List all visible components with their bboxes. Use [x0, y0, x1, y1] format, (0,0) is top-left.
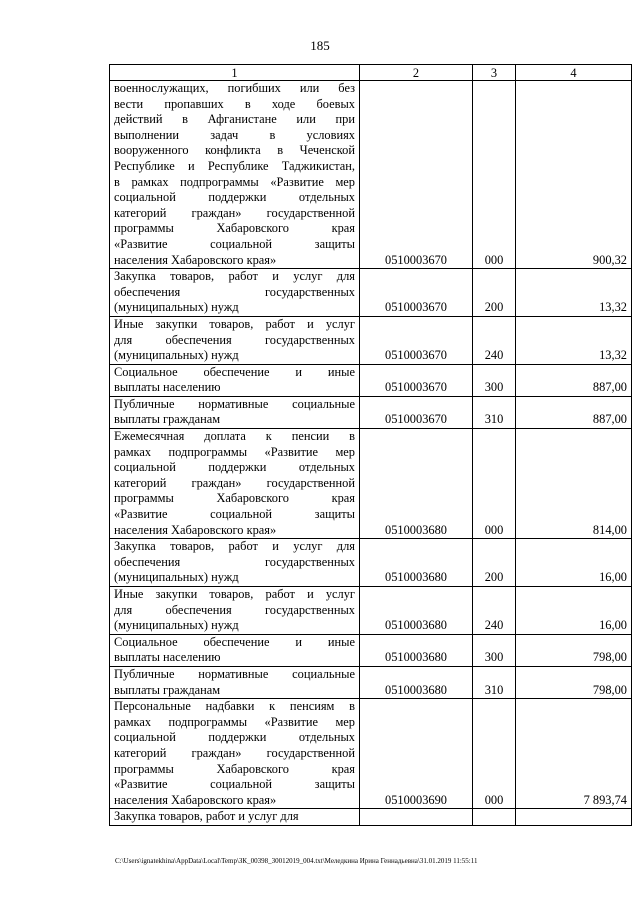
table-row [110, 587, 632, 635]
row-description [110, 396, 360, 428]
description-line: «Развитие социальной защиты [114, 777, 355, 792]
row-amount: 16,00 [516, 587, 632, 635]
row-code: 0510003670 [360, 316, 473, 364]
description-line: населения Хабаровского края» [114, 252, 277, 267]
row-description [110, 809, 360, 826]
description-line: (муниципальных) нужд [114, 618, 239, 633]
description-line: Публичные нормативные социальные [114, 666, 355, 681]
row-description [110, 81, 360, 269]
description-line: рамках подпрограммы «Развитие мер [114, 714, 355, 729]
row-expense-type: 200 [473, 539, 516, 587]
description-line: (муниципальных) нужд [114, 570, 239, 585]
description-line: программы Хабаровского края [114, 761, 355, 776]
row-expense-type: 000 [473, 81, 516, 269]
row-expense-type: 240 [473, 316, 516, 364]
description-line: Социальное обеспечение и иные [114, 634, 355, 649]
header-col-1: 1 [110, 65, 360, 81]
row-code: 0510003680 [360, 587, 473, 635]
row-amount: 887,00 [516, 396, 632, 428]
description-line: выплаты населению [114, 650, 221, 665]
description-line: (муниципальных) нужд [114, 300, 239, 315]
row-code: 0510003680 [360, 634, 473, 666]
description-line: Публичные нормативные социальные [114, 396, 355, 411]
row-code [360, 809, 473, 826]
table-row [110, 364, 632, 396]
description-line: населения Хабаровского края» [114, 792, 277, 807]
row-code: 0510003680 [360, 666, 473, 698]
description-line: обеспечения государственных [114, 554, 355, 569]
description-line: вооруженного конфликта в Чеченской [114, 143, 355, 158]
description-line: Социальное обеспечение и иные [114, 364, 355, 379]
row-code: 0510003670 [360, 81, 473, 269]
description-line: социальной поддержки отдельных [114, 190, 355, 205]
table-row [110, 81, 632, 269]
header-col-2: 2 [360, 65, 473, 81]
description-line: обеспечения государственных [114, 284, 355, 299]
table-row [110, 809, 632, 826]
description-line: (муниципальных) нужд [114, 348, 239, 363]
description-line: Закупка товаров, работ и услуг для [114, 809, 299, 824]
row-amount: 814,00 [516, 429, 632, 539]
file-path-footer: C:\Users\ignatekhina\AppData\Local\Temp\ЗК_00398_30012019_004.txt\Меледкина Ирина Геннадьевна\31.01.2019 11:55:11 [115, 857, 478, 865]
table-header-row [110, 65, 632, 81]
row-expense-type: 310 [473, 666, 516, 698]
header-col-3: 3 [473, 65, 516, 81]
table-row [110, 396, 632, 428]
row-amount [516, 809, 632, 826]
row-code: 0510003680 [360, 429, 473, 539]
table-row [110, 429, 632, 539]
table-row [110, 634, 632, 666]
row-expense-type: 000 [473, 429, 516, 539]
description-line: программы Хабаровского края [114, 221, 355, 236]
description-line: выполнении задач в условиях [114, 127, 355, 142]
row-expense-type: 300 [473, 634, 516, 666]
row-description [110, 666, 360, 698]
description-line: действий в Афганистане или при [114, 112, 355, 127]
description-line: военнослужащих, погибших или без [114, 81, 355, 95]
description-line: населения Хабаровского края» [114, 522, 277, 537]
description-line: программы Хабаровского края [114, 491, 355, 506]
table-row [110, 666, 632, 698]
description-line: рамках подпрограммы «Развитие мер [114, 444, 355, 459]
description-line: для обеспечения государственных [114, 602, 355, 617]
row-amount: 887,00 [516, 364, 632, 396]
row-expense-type: 240 [473, 587, 516, 635]
description-line: категорий граждан» государственной [114, 745, 355, 760]
row-description [110, 269, 360, 317]
budget-table [109, 64, 632, 826]
description-line: «Развитие социальной защиты [114, 236, 355, 251]
row-description [110, 429, 360, 539]
description-line: Закупка товаров, работ и услуг для [114, 539, 355, 554]
row-amount: 798,00 [516, 634, 632, 666]
description-line: Персональные надбавки к пенсиям в [114, 699, 355, 714]
description-line: Ежемесячная доплата к пенсии в [114, 429, 355, 444]
table-row [110, 269, 632, 317]
table-row [110, 316, 632, 364]
description-line: Иные закупки товаров, работ и услуг [114, 587, 355, 601]
row-amount: 13,32 [516, 269, 632, 317]
row-description [110, 699, 360, 809]
description-line: социальной поддержки отдельных [114, 460, 355, 475]
row-code: 0510003670 [360, 364, 473, 396]
row-amount: 798,00 [516, 666, 632, 698]
row-description [110, 587, 360, 635]
table-body [110, 81, 632, 826]
description-line: в рамках подпрограммы «Развитие мер [114, 174, 355, 189]
description-line: выплаты гражданам [114, 412, 221, 427]
description-line: вести пропавших в ходе боевых [114, 96, 355, 111]
description-line: Республике и Республике Таджикистан, [114, 158, 355, 173]
row-expense-type: 310 [473, 396, 516, 428]
row-expense-type [473, 809, 516, 826]
description-line: выплаты населению [114, 380, 221, 395]
row-amount: 13,32 [516, 316, 632, 364]
row-code: 0510003670 [360, 396, 473, 428]
description-line: социальной поддержки отдельных [114, 730, 355, 745]
row-amount: 16,00 [516, 539, 632, 587]
header-col-4: 4 [516, 65, 632, 81]
description-line: «Развитие социальной защиты [114, 507, 355, 522]
row-description [110, 634, 360, 666]
row-expense-type: 000 [473, 699, 516, 809]
row-amount: 900,32 [516, 81, 632, 269]
row-description [110, 539, 360, 587]
description-line: категорий граждан» государственной [114, 205, 355, 220]
description-line: категорий граждан» государственной [114, 475, 355, 490]
row-code: 0510003690 [360, 699, 473, 809]
row-code: 0510003680 [360, 539, 473, 587]
description-line: Закупка товаров, работ и услуг для [114, 269, 355, 284]
row-description [110, 316, 360, 364]
row-amount: 7 893,74 [516, 699, 632, 809]
description-line: для обеспечения государственных [114, 332, 355, 347]
row-description [110, 364, 360, 396]
row-expense-type: 200 [473, 269, 516, 317]
row-code: 0510003670 [360, 269, 473, 317]
row-expense-type: 300 [473, 364, 516, 396]
table-row [110, 539, 632, 587]
page-number: 185 [310, 38, 330, 53]
description-line: Иные закупки товаров, работ и услуг [114, 316, 355, 331]
table-row [110, 699, 632, 809]
description-line: выплаты гражданам [114, 682, 221, 697]
